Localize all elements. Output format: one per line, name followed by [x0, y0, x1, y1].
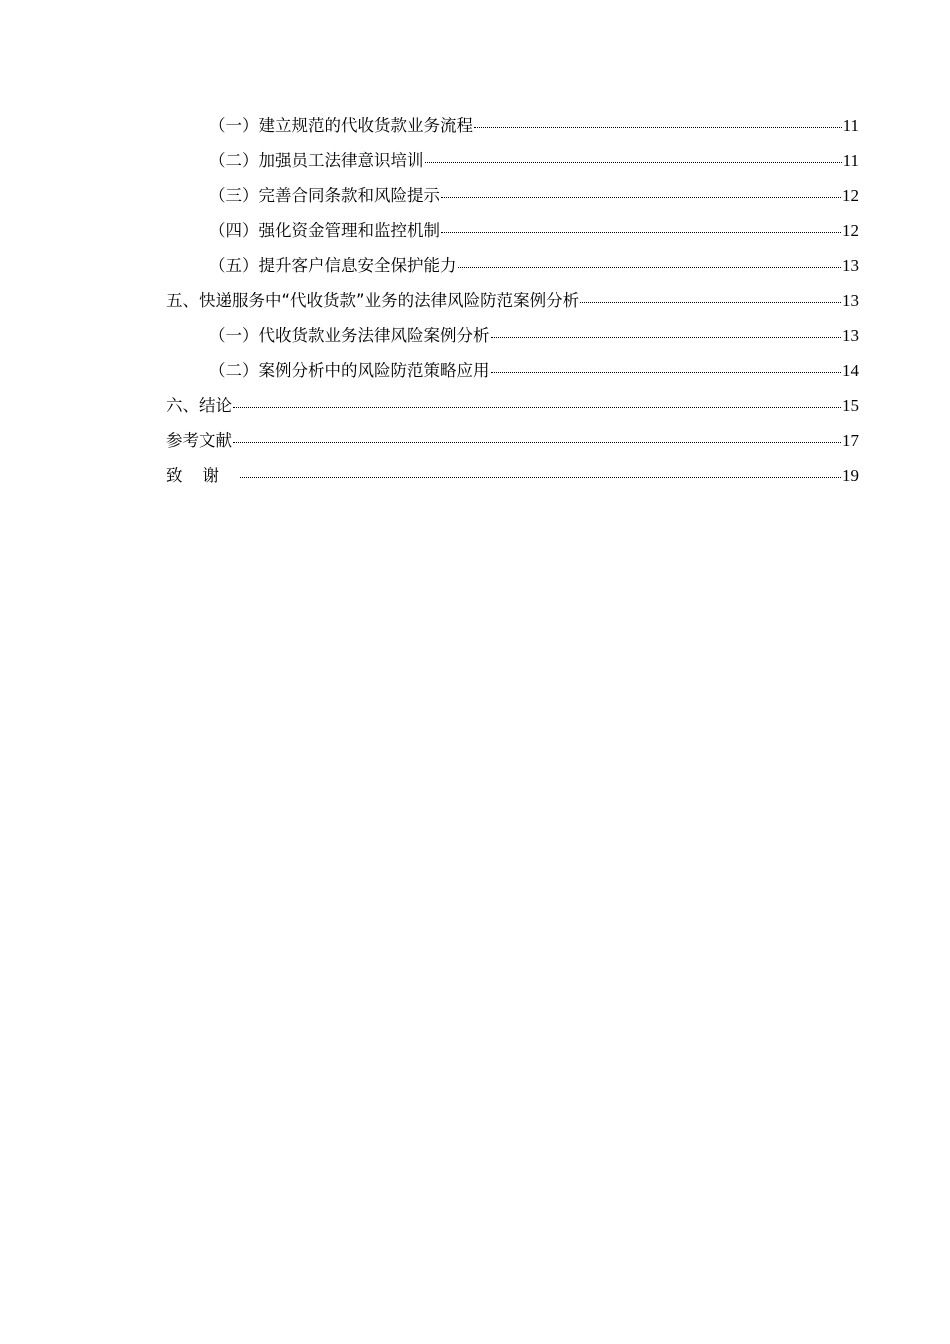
toc-dot-leader	[458, 266, 842, 268]
toc-entry[interactable]	[0, 353, 950, 388]
toc-entry[interactable]	[0, 248, 950, 283]
toc-entry-chapter-6[interactable]	[0, 388, 950, 423]
toc-dot-leader	[441, 196, 841, 198]
toc-entry[interactable]	[0, 213, 950, 248]
toc-dot-leader	[491, 371, 842, 373]
toc-entry-title: （四）强化资金管理和监控机制	[209, 221, 440, 240]
toc-entry-title: 六、结论	[166, 396, 232, 415]
table-of-contents	[0, 108, 950, 493]
toc-entry-page: 17	[842, 431, 859, 450]
toc-entry-title: （三）完善合同条款和风险提示	[209, 186, 440, 205]
toc-dot-leader	[580, 301, 841, 303]
toc-entry-page: 11	[842, 116, 859, 135]
toc-entry-title: （二）案例分析中的风险防范策略应用	[209, 361, 490, 380]
toc-entry[interactable]	[0, 143, 950, 178]
toc-entry-page: 12	[842, 221, 859, 240]
toc-entry-page: 13	[842, 256, 859, 275]
toc-entry-acknowledgements[interactable]	[0, 458, 950, 493]
toc-entry-page: 14	[842, 361, 859, 380]
toc-entry-references[interactable]	[0, 423, 950, 458]
toc-entry-page: 13	[842, 326, 859, 345]
toc-dot-leader	[233, 441, 841, 443]
toc-entry[interactable]	[0, 178, 950, 213]
toc-entry-title: （一）代收货款业务法律风险案例分析	[209, 326, 490, 345]
toc-entry-title: 参考文献	[166, 431, 232, 450]
toc-entry-title: （一）建立规范的代收货款业务流程	[209, 116, 473, 135]
toc-dot-leader	[441, 231, 841, 233]
toc-entry-page: 11	[842, 151, 859, 170]
toc-entry-title: （五）提升客户信息安全保护能力	[209, 256, 457, 275]
toc-entry-chapter-5[interactable]	[0, 283, 950, 318]
toc-dot-leader	[474, 126, 842, 128]
toc-entry-page: 19	[842, 466, 859, 485]
toc-dot-leader	[233, 406, 841, 408]
toc-dot-leader	[425, 161, 842, 163]
toc-entry[interactable]	[0, 318, 950, 353]
toc-dot-leader	[491, 336, 842, 338]
toc-entry-title: 五、快递服务中“代收货款”业务的法律风险防范案例分析	[166, 291, 580, 310]
toc-entry-page: 12	[842, 186, 859, 205]
toc-dot-leader	[240, 476, 841, 478]
toc-entry-title: （二）加强员工法律意识培训	[209, 151, 424, 170]
toc-entry-page: 13	[842, 291, 859, 310]
toc-entry-page: 15	[842, 396, 859, 415]
toc-entry-title: 致谢	[166, 466, 239, 485]
toc-entry[interactable]	[0, 108, 950, 143]
